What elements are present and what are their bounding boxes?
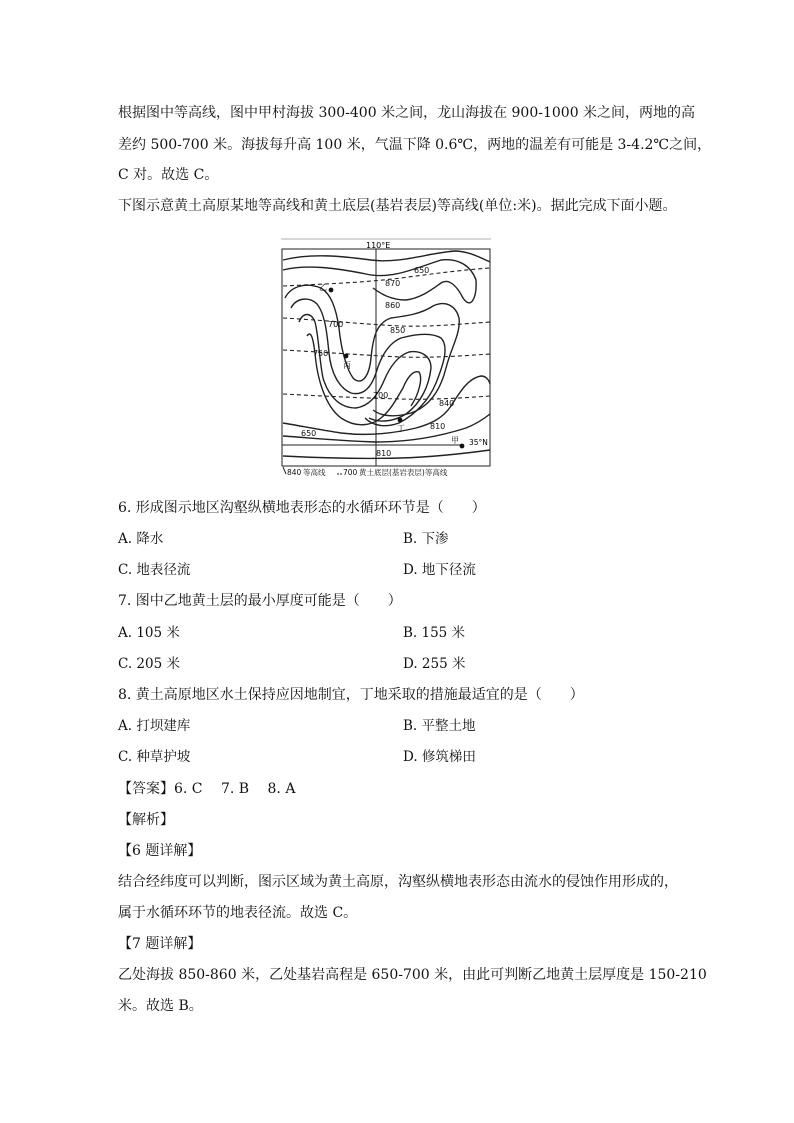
question-8-stem: 8. 黄土高原地区水土保持应因地制宜，丁地采取的措施最适宜的是（ ） xyxy=(118,687,584,703)
answer-line: 【答案】6. C 7. B 8. A xyxy=(118,781,296,797)
contour-label: 810 xyxy=(376,449,392,458)
q8-option-d: D. 修筑梯田 xyxy=(403,749,476,765)
paragraph-line: 根据图中等高线，图中甲村海拔 300-400 米之间，龙山海拔在 900-1000 米之间，两地的高 xyxy=(118,105,696,121)
contour-label: 860 xyxy=(385,301,401,310)
q7-detail-text: 米。故选 B。 xyxy=(118,998,203,1014)
legend-base-text: 黄土底层(基岩表层)等高线 xyxy=(359,468,448,477)
q7-detail-heading: 【7 题详解】 xyxy=(118,936,202,952)
paragraph-line: C 对。故选 C。 xyxy=(118,167,219,183)
q8-option-b: B. 平整土地 xyxy=(403,718,476,734)
contour-label: 650 xyxy=(301,429,317,438)
place-point-yi xyxy=(329,288,334,293)
place-label-bing: 丙 xyxy=(343,361,351,370)
q7-option-c: C. 205 米 xyxy=(118,656,180,672)
question-7-stem: 7. 图中乙地黄土层的最小厚度可能是（ ） xyxy=(118,593,402,609)
legend-base-value: 700 xyxy=(343,468,358,477)
contour-label: 650 xyxy=(414,266,430,275)
q7-detail-text: 乙处海拔 850-860 米，乙处基岩高程是 650-700 米，由此可判断乙地黄土层厚度是 150-210 xyxy=(118,967,707,983)
contour-map-figure xyxy=(281,238,491,479)
place-point-bing xyxy=(344,354,349,359)
q6-option-b: B. 下渗 xyxy=(403,531,449,547)
contour-label: 810 xyxy=(430,422,446,431)
longitude-label: 110°E xyxy=(366,241,391,250)
place-label-jia: 甲 xyxy=(451,436,459,445)
contour-label: 850 xyxy=(390,326,406,335)
place-label-yi: 乙 xyxy=(319,283,327,292)
q6-detail-heading: 【6 题详解】 xyxy=(118,843,202,859)
place-label-ding: 丁 xyxy=(397,424,405,433)
legend-contour-text: 等高线 xyxy=(303,468,326,477)
q6-option-c: C. 地表径流 xyxy=(118,562,191,578)
q6-option-d: D. 地下径流 xyxy=(403,562,476,578)
q8-option-c: C. 种草护坡 xyxy=(118,749,191,765)
q7-option-a: A. 105 米 xyxy=(118,625,180,641)
q7-option-d: D. 255 米 xyxy=(403,656,466,672)
contour-label: 840 xyxy=(439,399,455,408)
place-point-ding xyxy=(398,418,403,423)
q6-detail-text: 结合经纬度可以判断，图示区域为黄土高原，沟壑纵横地表形态由流水的侵蚀作用形成的， xyxy=(118,874,678,890)
q8-option-a: A. 打坝建库 xyxy=(118,718,191,734)
q6-detail-text: 属于水循环环节的地表径流。故选 C。 xyxy=(118,905,358,921)
contour-line xyxy=(283,260,476,303)
legend-solid-icon xyxy=(283,467,286,474)
analysis-heading: 【解析】 xyxy=(118,812,174,828)
legend-contour-value: 840 xyxy=(287,468,302,477)
map-legend xyxy=(283,467,448,477)
contour-line xyxy=(283,251,490,262)
contour-label: 750 xyxy=(313,349,329,358)
q7-option-b: B. 155 米 xyxy=(403,625,466,641)
contour-label: 700 xyxy=(328,320,344,329)
contour-label: 870 xyxy=(385,279,401,288)
figure-intro: 下图示意黄土高原某地等高线和黄土底层(基岩表层)等高线(单位:米)。据此完成下面小题。 xyxy=(118,198,677,214)
question-6-stem: 6. 形成图示地区沟壑纵横地表形态的水循环环节是（ ） xyxy=(118,500,486,516)
paragraph-line: 差约 500-700 米。海拔每升高 100 米，气温下降 0.6℃，两地的温差有可能是 3-4.2℃之间， xyxy=(118,137,712,153)
place-point-jia xyxy=(460,444,465,449)
latitude-label: 35°N xyxy=(469,438,488,447)
contour-map xyxy=(281,238,491,479)
contour-label: 700 xyxy=(373,391,389,400)
q6-option-a: A. 降水 xyxy=(118,531,164,547)
